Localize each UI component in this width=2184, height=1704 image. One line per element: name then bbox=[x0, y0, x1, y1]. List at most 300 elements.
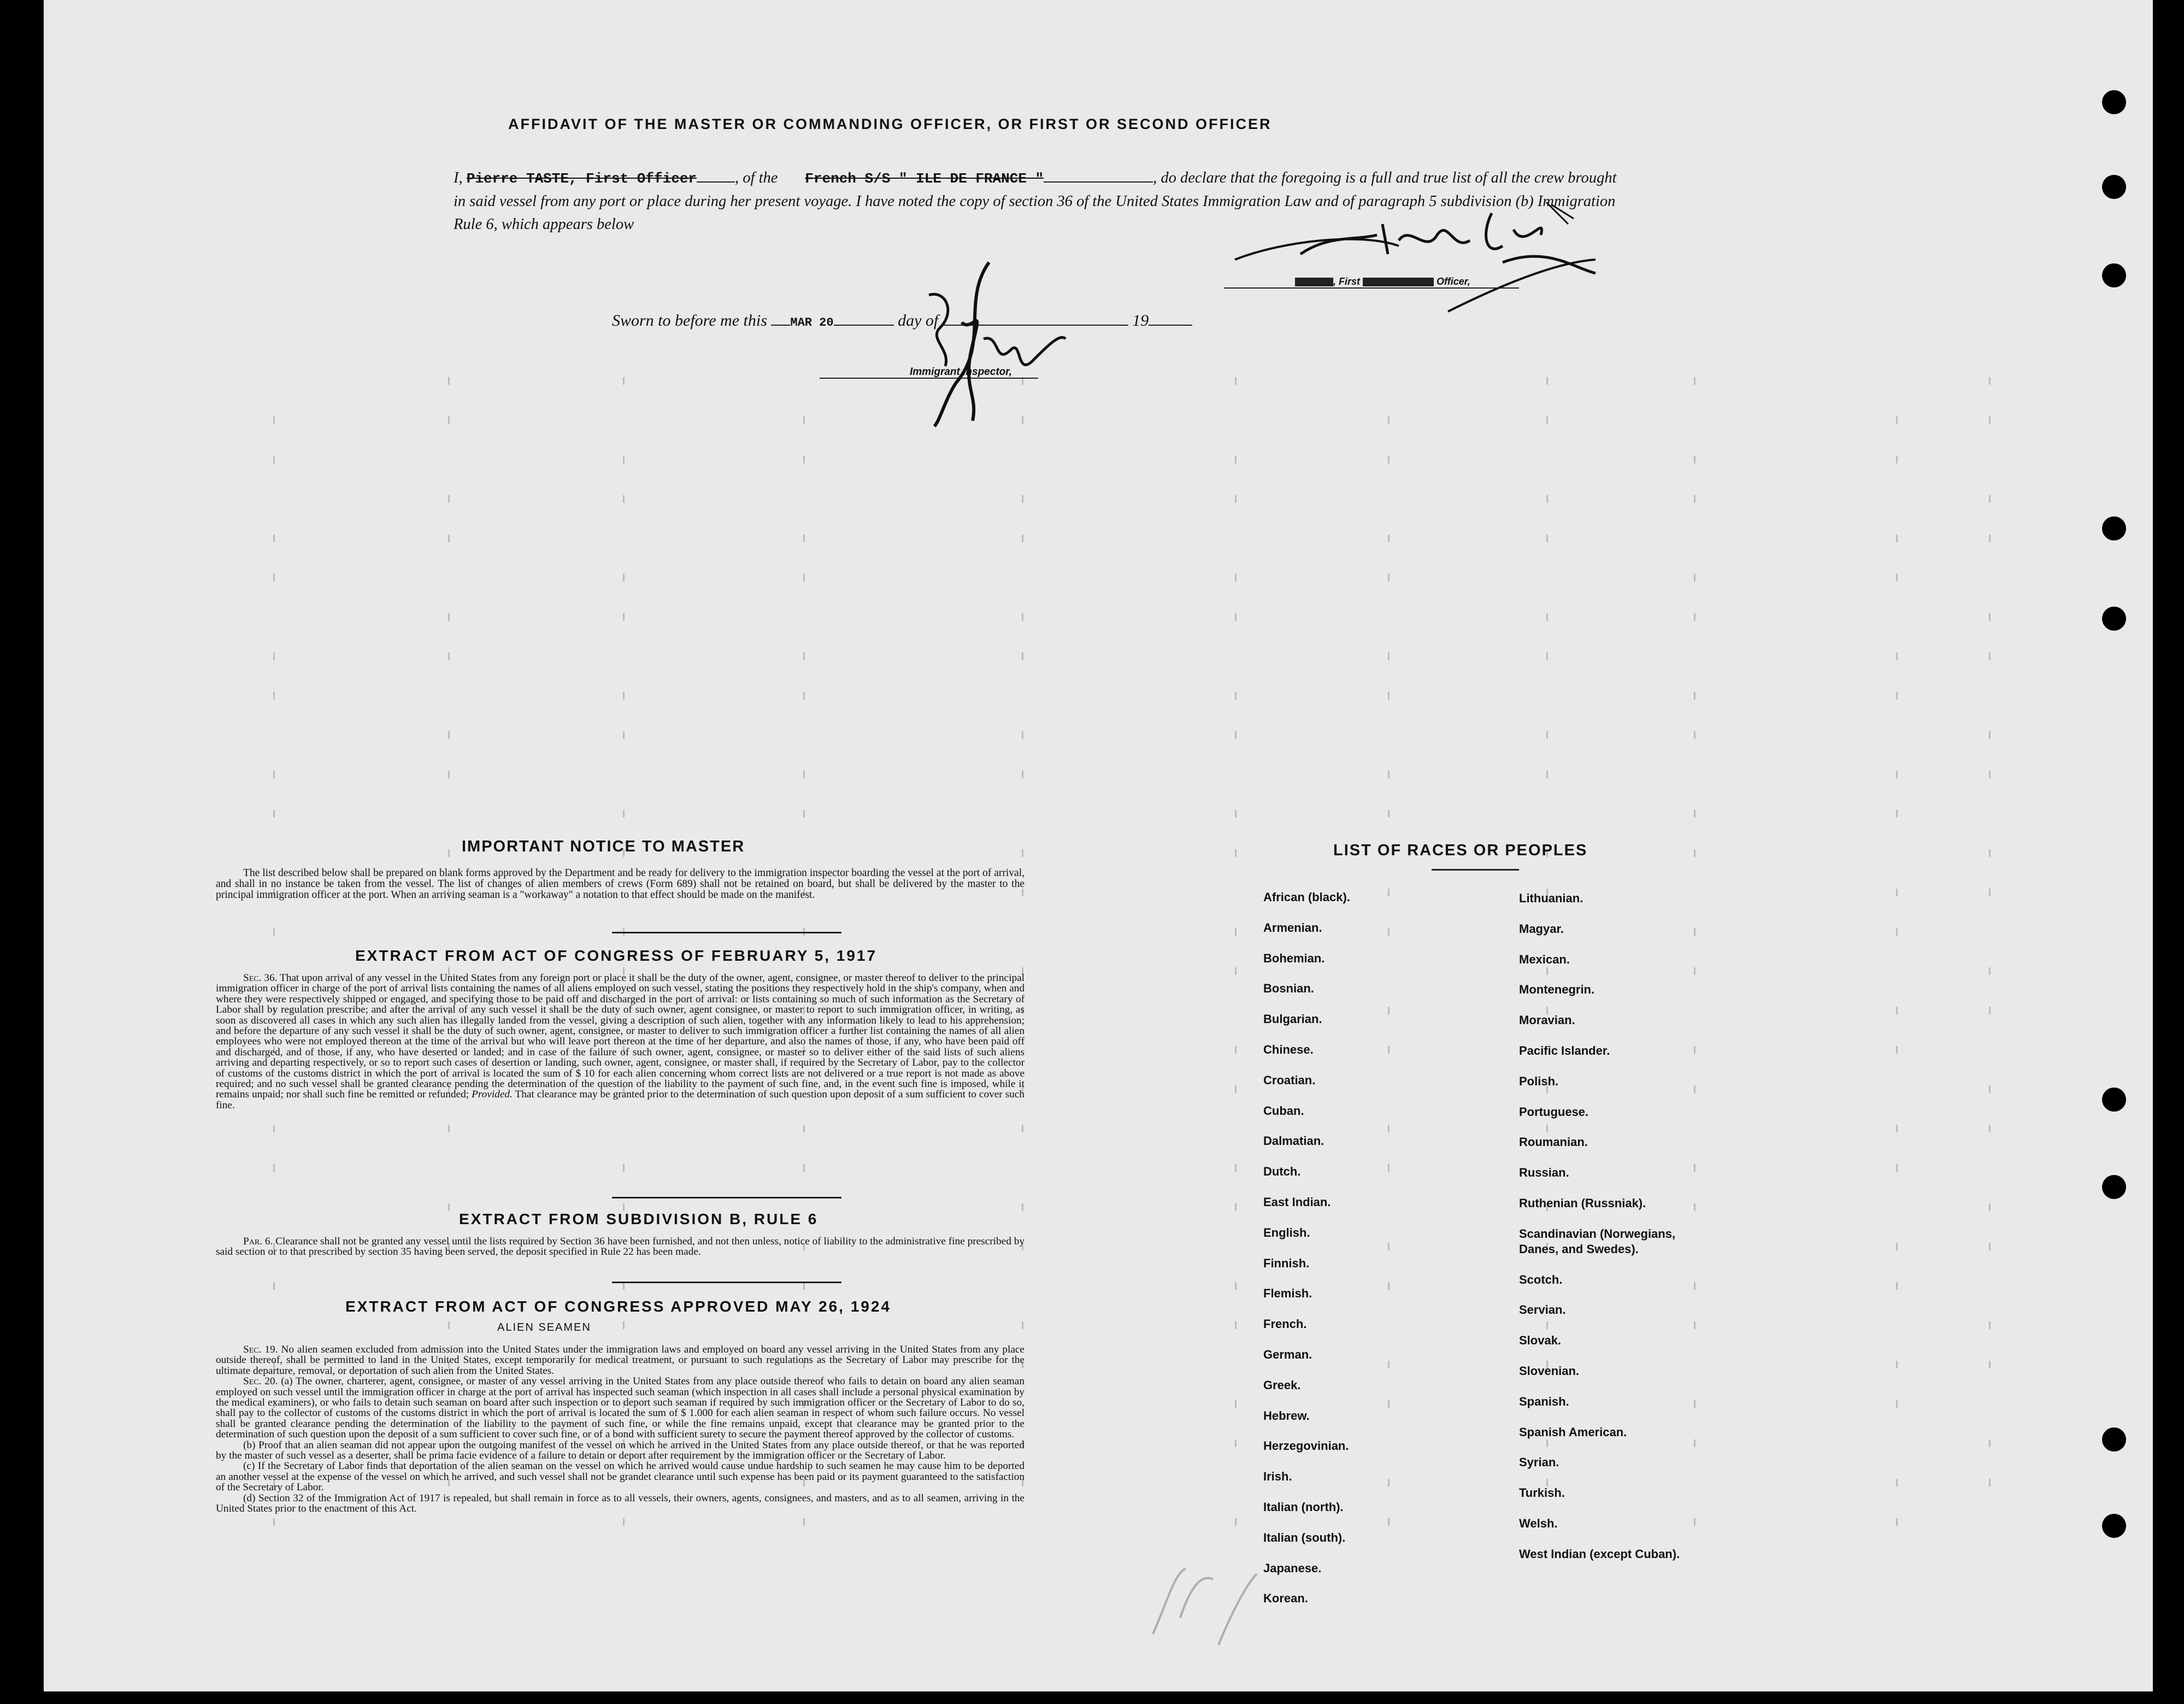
race-item: Korean. bbox=[1263, 1591, 1308, 1606]
bleed-tick bbox=[1896, 653, 1899, 660]
bleed-tick bbox=[623, 1400, 626, 1408]
bleed-tick bbox=[1388, 1282, 1391, 1290]
divider bbox=[1432, 869, 1519, 871]
bleed-tick bbox=[1694, 1518, 1697, 1526]
bleed-tick bbox=[273, 1007, 276, 1014]
bleed-tick bbox=[1896, 810, 1899, 818]
bleed-tick bbox=[1989, 1243, 1992, 1250]
bleed-tick bbox=[1546, 416, 1550, 424]
bleed-tick bbox=[1989, 889, 1992, 896]
sworn-date-stamp: MAR 20 bbox=[790, 316, 834, 330]
races-title: LIST OF RACES OR PEOPLES bbox=[1333, 842, 1588, 859]
bleed-tick bbox=[1546, 1203, 1550, 1211]
bleed-tick bbox=[1989, 1203, 1992, 1211]
bleed-tick bbox=[273, 1125, 276, 1132]
race-item: Italian (north). bbox=[1263, 1500, 1344, 1514]
bleed-tick bbox=[623, 1164, 626, 1172]
bleed-tick bbox=[1694, 495, 1697, 503]
bleed-tick bbox=[1694, 1046, 1697, 1054]
bleed-tick bbox=[1546, 653, 1550, 660]
bleed-tick bbox=[1694, 928, 1697, 936]
bleed-tick bbox=[1235, 574, 1238, 581]
bleed-tick bbox=[623, 1203, 626, 1211]
bleed-tick bbox=[803, 653, 807, 660]
bleed-tick bbox=[273, 1046, 276, 1054]
bleed-tick bbox=[803, 1479, 807, 1486]
bleed-tick bbox=[1896, 416, 1899, 424]
bleed-tick bbox=[1022, 416, 1025, 424]
race-item: West Indian (except Cuban). bbox=[1519, 1547, 1680, 1561]
bleed-tick bbox=[1235, 967, 1238, 975]
bleed-tick bbox=[1896, 1479, 1899, 1486]
race-item: Spanish. bbox=[1519, 1394, 1569, 1408]
bleed-tick bbox=[1388, 653, 1391, 660]
bleed-tick bbox=[1546, 889, 1550, 896]
bleed-tick bbox=[1022, 1203, 1025, 1211]
race-item: English. bbox=[1263, 1225, 1310, 1239]
bleed-tick bbox=[273, 456, 276, 463]
bleed-tick bbox=[1022, 967, 1025, 975]
bleed-tick bbox=[1388, 1007, 1391, 1014]
bleed-tick bbox=[273, 928, 276, 936]
bleed-tick bbox=[273, 1361, 276, 1368]
bleed-tick bbox=[1989, 534, 1992, 542]
bleed-tick bbox=[1235, 810, 1238, 818]
divider bbox=[612, 932, 841, 933]
bleed-tick bbox=[623, 377, 626, 385]
bleed-tick bbox=[1989, 1321, 1992, 1329]
bleed-tick bbox=[1388, 1400, 1391, 1408]
do-declare-label: , do declare bbox=[1153, 169, 1227, 186]
race-item: Finnish. bbox=[1263, 1256, 1310, 1270]
bleed-tick bbox=[1694, 967, 1697, 975]
bleed-tick bbox=[1694, 810, 1697, 818]
officer-name-typed: Pierre TASTE, First Officer bbox=[466, 171, 697, 187]
bleed-tick bbox=[1235, 731, 1238, 739]
bleed-tick bbox=[1896, 1243, 1899, 1250]
officer-signature-icon bbox=[1218, 202, 1612, 328]
divider bbox=[612, 1282, 841, 1283]
bleed-tick bbox=[1896, 1046, 1899, 1054]
bleed-tick bbox=[1022, 771, 1025, 778]
bleed-tick bbox=[448, 731, 451, 739]
bleed-tick bbox=[623, 849, 626, 857]
bleed-tick bbox=[273, 1479, 276, 1486]
race-item: Slovak. bbox=[1519, 1333, 1562, 1348]
bleed-tick bbox=[623, 810, 626, 818]
bleed-tick bbox=[1694, 731, 1697, 739]
race-item: Pacific Islander. bbox=[1519, 1044, 1610, 1057]
bleed-tick bbox=[803, 574, 807, 581]
race-item: Armenian. bbox=[1263, 920, 1322, 935]
bleed-tick bbox=[273, 1400, 276, 1408]
bleed-tick bbox=[1546, 495, 1550, 503]
pencil-mark-icon bbox=[1137, 1552, 1279, 1661]
sworn-line: Sworn to before me this MAR 20 day of 19 bbox=[612, 312, 1192, 330]
bleed-tick bbox=[623, 1321, 626, 1329]
bleed-tick bbox=[273, 889, 276, 896]
bleed-tick bbox=[448, 416, 451, 424]
bleed-tick bbox=[448, 377, 451, 385]
bleed-tick bbox=[803, 1361, 807, 1368]
bleed-tick bbox=[1694, 1164, 1697, 1172]
bleed-tick bbox=[1896, 928, 1899, 936]
bleed-tick bbox=[1546, 377, 1550, 385]
extract-1924-body: Sec. 19. No alien seamen excluded from admission into the United States under the immigration laws and employed on board any vessel arriving in the United States from any place outside thereof, shall be permitted to land in the United States, except temporarily for medical treatment, or pursuant to such regulations as the Secretary of Labor may prescribe for the ultimate departure, removal, or deportation of such alien from the United States. Sec. 20. (a) The owner, charterer, agent, consignee, or master of any vessel arriving in the United States from any place outside thereof who fails to detain on board any alien seaman employed on such vessel until the immigration officer in charge at the port of arrival has inspected such seaman (which inspection in all cases shall include a personal physical examination by the medical examiners), or who fails to detain such seaman on board after such inspection or to deport such seaman if required by such immigration officer or the Secretary of Labor to do so, shall pay to the collector of customs of the customs district in which the port of arrival is located the sum of $ 1.000 for each alien seaman in respect of whom such failure occurs. No vessel shall be granted clearance pending the determination of the liability to the payment of such fine, or while the fine remains unpaid, except that clearance may be granted prior to the determination of such question upon the deposit of a sum sufficient to cover such fine, or of a bond with sufficient surety to secure the payment thereof approved by the collector of customs. (b) Proof that an alien seaman did not appear upon the outgoing manifest of the vessel on which he arrived in the United States from any place outside thereof, or that he was reported by the master of such vessel as a deserter, shall be prima facie evidence of a failure to detain or deport after requirement by the immigration officer or the Secretary of Labor. (c) If the Secretary of Labor finds that deportation of the alien seaman on the vessel on which he arrived would cause undue hardship to such seamen he may cause him to be deported an another vessel at the expense of the vessel on which he arrived, and such vessel shall not be grandet clearance until such expense has been paid or its payment guaranteed to the satisfaction of the Secretary of Labor. (d) Section 32 of the Immigration Act of 1917 is repealed, but shall remain in force as to all vessels, their owners, agents, consignees, and masters, and as to all seamen, arriving in the United States prior to the enactment of this Act. bbox=[216, 1344, 1025, 1515]
bleed-tick bbox=[448, 889, 451, 896]
bleed-tick bbox=[448, 1085, 451, 1093]
punch-hole-icon bbox=[2102, 516, 2126, 540]
bleed-tick bbox=[1388, 534, 1391, 542]
bleed-tick bbox=[1546, 1361, 1550, 1368]
bleed-tick bbox=[448, 1361, 451, 1368]
race-item: Japanese. bbox=[1263, 1561, 1322, 1575]
bleed-tick bbox=[1235, 1164, 1238, 1172]
bleed-tick bbox=[1388, 1164, 1391, 1172]
race-item: Irish. bbox=[1263, 1470, 1292, 1484]
bleed-tick bbox=[273, 771, 276, 778]
race-item: Bosnian. bbox=[1263, 982, 1314, 996]
race-item: Scandinavian (Norwegians, Danes, and Swedes). bbox=[1519, 1226, 1676, 1256]
race-item: German. bbox=[1263, 1348, 1312, 1361]
race-item: Servian. bbox=[1519, 1303, 1566, 1317]
bleed-tick bbox=[803, 416, 807, 424]
bleed-tick bbox=[1022, 1321, 1025, 1329]
bleed-tick bbox=[1989, 1007, 1992, 1014]
bleed-tick bbox=[1388, 771, 1391, 778]
bleed-tick bbox=[273, 653, 276, 660]
bleed-tick bbox=[1235, 1321, 1238, 1329]
bleed-tick bbox=[448, 1203, 451, 1211]
bleed-tick bbox=[1694, 613, 1697, 621]
bleed-tick bbox=[623, 613, 626, 621]
bleed-tick bbox=[273, 1518, 276, 1526]
bleed-tick bbox=[1022, 731, 1025, 739]
notice-body: The list described below shall be prepared on blank forms approved by the Department and be ready for delivery to the immigration inspector boarding the vessel at the port of arrival, and shall in no instance be taken from the vessel. The list of changes of alien members of crews (Form 689) shall not be retained on board, but shall be delivered by the master to the principal immigration officer at the port. When an arriving seaman is a "workaway" a notation to that effect should be made on the manifest. bbox=[216, 867, 1025, 901]
bleed-tick bbox=[1694, 456, 1697, 463]
bleed-tick bbox=[273, 692, 276, 700]
bleed-tick bbox=[1989, 731, 1992, 739]
bleed-tick bbox=[803, 1400, 807, 1408]
bleed-tick bbox=[1235, 377, 1238, 385]
bleed-tick bbox=[803, 1518, 807, 1526]
bleed-tick bbox=[803, 928, 807, 936]
bleed-tick bbox=[1989, 1085, 1992, 1093]
bleed-tick bbox=[1235, 1400, 1238, 1408]
bleed-tick bbox=[1546, 771, 1550, 778]
race-item: Syrian. bbox=[1519, 1455, 1559, 1470]
race-item: Herzegovinian. bbox=[1263, 1439, 1349, 1453]
race-item: Roumanian. bbox=[1519, 1135, 1588, 1149]
vessel-name-typed: French S/S " ILE DE FRANCE " bbox=[805, 171, 1044, 187]
bleed-tick bbox=[1694, 377, 1697, 385]
bleed-tick bbox=[1022, 889, 1025, 896]
race-item: Welsh. bbox=[1519, 1517, 1558, 1530]
inspector-label: Immigrant Inspector, bbox=[910, 366, 1012, 378]
race-item: Scotch. bbox=[1519, 1272, 1563, 1286]
bleed-tick bbox=[623, 456, 626, 463]
bleed-tick bbox=[1022, 495, 1025, 503]
bleed-tick bbox=[1896, 1518, 1899, 1526]
bleed-tick bbox=[1896, 771, 1899, 778]
bleed-tick bbox=[1388, 889, 1391, 896]
extract-1924-title: EXTRACT FROM ACT OF CONGRESS APPROVED MAY 26, 1924 bbox=[345, 1298, 891, 1315]
bleed-tick bbox=[1896, 574, 1899, 581]
bleed-tick bbox=[623, 1439, 626, 1447]
bleed-tick bbox=[623, 1282, 626, 1290]
bleed-tick bbox=[1896, 1125, 1899, 1132]
bleed-tick bbox=[1022, 1479, 1025, 1486]
first-officer-label: , First Officer, bbox=[1295, 276, 1470, 287]
bleed-tick bbox=[1235, 928, 1238, 936]
bleed-tick bbox=[448, 653, 451, 660]
bleed-tick bbox=[1388, 1479, 1391, 1486]
bleed-tick bbox=[1989, 1125, 1992, 1132]
bleed-tick bbox=[1388, 574, 1391, 581]
bleed-tick bbox=[1235, 849, 1238, 857]
bleed-tick bbox=[1896, 889, 1899, 896]
race-item: Hebrew. bbox=[1263, 1408, 1310, 1423]
punch-hole-icon bbox=[2102, 175, 2126, 199]
race-item: French. bbox=[1263, 1317, 1307, 1331]
race-item: Moravian. bbox=[1519, 1013, 1575, 1027]
race-item: Bulgarian. bbox=[1263, 1012, 1322, 1026]
bleed-tick bbox=[803, 456, 807, 463]
bleed-tick bbox=[1235, 1518, 1238, 1526]
bleed-tick bbox=[448, 1007, 451, 1014]
race-item: Chinese. bbox=[1263, 1043, 1314, 1056]
extract-1917-title: EXTRACT FROM ACT OF CONGRESS OF FEBRUARY 5, 1917 bbox=[355, 947, 878, 964]
bleed-tick bbox=[1546, 849, 1550, 857]
bleed-tick bbox=[1022, 653, 1025, 660]
bleed-tick bbox=[1896, 1400, 1899, 1408]
bleed-tick bbox=[1989, 416, 1992, 424]
bleed-tick bbox=[1546, 1479, 1550, 1486]
bleed-tick bbox=[448, 495, 451, 503]
bleed-tick bbox=[1694, 1203, 1697, 1211]
bleed-tick bbox=[1022, 1439, 1025, 1447]
bleed-tick bbox=[1896, 1361, 1899, 1368]
bleed-tick bbox=[448, 1125, 451, 1132]
bleed-tick bbox=[1896, 1282, 1899, 1290]
bleed-tick bbox=[273, 534, 276, 542]
extract-1917-body: Sec. 36. That upon arrival of any vessel in the United States from any foreign port or place it shall be the duty of the owner, agent, consignee, or master thereof to deliver to the principal immigration officer in charge of the port of arrival lists containing the names of all aliens employed on such vessel, stating the positions they respectively hold in the ship's company, when and where they were respectively shipped or engaged, and specifying those to be paid off and discharged in the port of arrival: or lists containing so much of such information as the Secretary of Labor shall by regulation prescribe; and after the arrival of any such vessel it shall be the duty of such owner, agent consignee, or master to report to such immigration officer, in writing, as soon as discovered all cases in which any such alien has illegally landed from the vessel, giving a description of such alien, together with any information likely to lead to his apprehension; and before the departure of any such vessel it shall be the duty of such owner, agent, consignee, or master to deliver to such immigration officer a further list containing the names of all alien employees who were not employed thereon at the time of the arrival but who will leave port thereon at the time of her departure, and also the names of those, if any, who have been paid off and discharged, and of those, if any, who have deserted or landed; and in case of the failure of such owner, agent, consignee, or master so to deliver either of the said lists of such aliens arriving and departing respectively, or so to report such cases of desertion or landing, such owner, agent, consignee, or master shall, if required by the Secretary of Labor, pay to the collector of customs of the customs district in which the port of arrival is located the sum of $ 10 for each alien concerning whom correct lists are not delivered or a true report is not made as above required; and no such vessel shall be granted clearance pending the determination of the question of the liability to the payment of such fine, and, in the event such fine is imposed, while it remains unpaid; nor shall such fine be remitted or refunded; Provided. That clearance may be granted prior to the determination of such question upon deposit of a sum sufficient to cover such fine. bbox=[216, 972, 1025, 1111]
race-item: Italian (south). bbox=[1263, 1530, 1346, 1544]
bleed-tick bbox=[623, 1518, 626, 1526]
notice-title: IMPORTANT NOTICE TO MASTER bbox=[462, 838, 745, 855]
bleed-tick bbox=[1022, 849, 1025, 857]
punch-hole-icon bbox=[2102, 1514, 2126, 1538]
bleed-tick bbox=[1388, 456, 1391, 463]
bleed-tick bbox=[1388, 416, 1391, 424]
bleed-tick bbox=[1022, 1243, 1025, 1250]
bleed-tick bbox=[1022, 377, 1025, 385]
race-item: Ruthenian (Russniak). bbox=[1519, 1196, 1646, 1210]
bleed-tick bbox=[803, 1125, 807, 1132]
bleed-tick bbox=[803, 771, 807, 778]
bleed-tick bbox=[448, 613, 451, 621]
race-item: Portuguese. bbox=[1519, 1104, 1589, 1119]
bleed-tick bbox=[1546, 1007, 1550, 1014]
race-item: Bohemian. bbox=[1263, 951, 1325, 965]
bleed-tick bbox=[1896, 456, 1899, 463]
bleed-tick bbox=[273, 574, 276, 581]
bleed-tick bbox=[623, 574, 626, 581]
bleed-tick bbox=[803, 534, 807, 542]
bleed-tick bbox=[1896, 1007, 1899, 1014]
race-item: Magyar. bbox=[1519, 921, 1564, 936]
bleed-tick bbox=[1546, 731, 1550, 739]
extract-rule6-body: Par. 6. Clearance shall not be granted any vessel until the lists required by Section 36 have been furnished, and not then unless, notice of liability to the administrative fine prescribed by said section or to that prescribed by section 35 having been served, the deposit specified in Rule 22 has been made. bbox=[216, 1236, 1025, 1258]
bleed-tick bbox=[1388, 1361, 1391, 1368]
bleed-tick bbox=[1388, 1046, 1391, 1054]
bleed-tick bbox=[803, 810, 807, 818]
bleed-tick bbox=[1694, 1085, 1697, 1093]
bleed-tick bbox=[623, 1046, 626, 1054]
punch-hole-icon bbox=[2102, 1175, 2126, 1199]
bleed-tick bbox=[1694, 1400, 1697, 1408]
race-item: Flemish. bbox=[1263, 1286, 1312, 1301]
divider bbox=[612, 1197, 841, 1198]
affidavit-body: that the foregoing is a full and true list of all the crew brought in said vessel from any port or place during her present voyage. I have noted the copy of section 36 of the United States Immigration Law and of paragraph 5 subdivision (b) Immigration Rule 6, which appears below bbox=[454, 169, 1617, 233]
race-item: Turkish. bbox=[1519, 1486, 1565, 1500]
bleed-tick bbox=[1896, 1164, 1899, 1172]
bleed-tick bbox=[1022, 613, 1025, 621]
bleed-tick bbox=[273, 1164, 276, 1172]
punch-hole-icon bbox=[2102, 607, 2126, 631]
punch-hole-icon bbox=[2102, 1427, 2126, 1452]
punch-hole-icon bbox=[2102, 90, 2126, 114]
bleed-tick bbox=[1989, 1439, 1992, 1447]
of-the-label: , of the bbox=[735, 169, 778, 186]
bleed-tick bbox=[1694, 1282, 1697, 1290]
bleed-tick bbox=[1235, 495, 1238, 503]
manifest-page bbox=[44, 0, 2153, 1691]
race-item: Dalmatian. bbox=[1263, 1134, 1324, 1148]
bleed-tick bbox=[1989, 1479, 1992, 1486]
bleed-tick bbox=[803, 1164, 807, 1172]
bleed-tick bbox=[273, 416, 276, 424]
bleed-tick bbox=[1989, 771, 1992, 778]
bleed-tick bbox=[1546, 1321, 1550, 1329]
bleed-tick bbox=[1388, 810, 1391, 818]
bleed-tick bbox=[273, 1243, 276, 1250]
bleed-tick bbox=[803, 1046, 807, 1054]
bleed-tick bbox=[1694, 1439, 1697, 1447]
bleed-tick bbox=[448, 849, 451, 857]
race-item: Lithuanian. bbox=[1519, 891, 1583, 905]
bleed-tick bbox=[1546, 1125, 1550, 1132]
bleed-tick bbox=[1388, 1518, 1391, 1526]
bleed-tick bbox=[1235, 1282, 1238, 1290]
bleed-tick bbox=[1546, 613, 1550, 621]
punch-hole-icon bbox=[2102, 1088, 2126, 1112]
bleed-tick bbox=[448, 967, 451, 975]
bleed-tick bbox=[273, 810, 276, 818]
bleed-tick bbox=[1989, 967, 1992, 975]
bleed-tick bbox=[623, 731, 626, 739]
race-item: Russian. bbox=[1519, 1166, 1569, 1180]
bleed-tick bbox=[1989, 613, 1992, 621]
inspector-signature-icon bbox=[896, 257, 1082, 432]
bleed-tick bbox=[1022, 1085, 1025, 1093]
bleed-tick bbox=[1235, 1203, 1238, 1211]
race-item: African (black). bbox=[1263, 890, 1350, 904]
bleed-tick bbox=[1022, 1361, 1025, 1368]
bleed-tick bbox=[1546, 1085, 1550, 1093]
bleed-tick bbox=[1235, 1439, 1238, 1447]
bleed-tick bbox=[623, 692, 626, 700]
bleed-tick bbox=[448, 1243, 451, 1250]
bleed-tick bbox=[1989, 849, 1992, 857]
bleed-tick bbox=[803, 692, 807, 700]
race-item: Spanish American. bbox=[1519, 1425, 1627, 1439]
bleed-tick bbox=[623, 928, 626, 936]
race-item: Polish. bbox=[1519, 1074, 1559, 1088]
bleed-tick bbox=[1694, 574, 1697, 581]
bleed-tick bbox=[1022, 1125, 1025, 1132]
bleed-tick bbox=[1022, 534, 1025, 542]
bleed-tick bbox=[1235, 613, 1238, 621]
bleed-tick bbox=[803, 1243, 807, 1250]
race-item: Croatian. bbox=[1263, 1073, 1316, 1087]
race-item: East Indian. bbox=[1263, 1195, 1331, 1209]
bleed-tick bbox=[1388, 692, 1391, 700]
race-item: Dutch. bbox=[1263, 1165, 1301, 1179]
bleed-tick bbox=[1896, 534, 1899, 542]
extract-rule6-title: EXTRACT FROM SUBDIVISION B, RULE 6 bbox=[459, 1211, 819, 1227]
bleed-tick bbox=[1694, 1321, 1697, 1329]
bleed-tick bbox=[803, 889, 807, 896]
punch-hole-icon bbox=[2102, 263, 2126, 287]
bleed-tick bbox=[1694, 692, 1697, 700]
bleed-tick bbox=[448, 771, 451, 778]
bleed-tick bbox=[1388, 1125, 1391, 1132]
bleed-tick bbox=[623, 967, 626, 975]
bleed-tick bbox=[1546, 1439, 1550, 1447]
bleed-tick bbox=[1694, 849, 1697, 857]
bleed-tick bbox=[1989, 653, 1992, 660]
affidavit-title: AFFIDAVIT OF THE MASTER OR COMMANDING OFFICER, OR FIRST OR SECOND OFFICER bbox=[508, 116, 1272, 132]
race-item: Slovenian. bbox=[1519, 1364, 1580, 1378]
bleed-tick bbox=[448, 1321, 451, 1329]
bleed-tick bbox=[1235, 456, 1238, 463]
bleed-tick bbox=[623, 495, 626, 503]
bleed-tick bbox=[1388, 1243, 1391, 1250]
bleed-tick bbox=[1989, 495, 1992, 503]
bleed-tick bbox=[1235, 1046, 1238, 1054]
race-item: Cuban. bbox=[1263, 1103, 1304, 1118]
bleed-tick bbox=[448, 534, 451, 542]
bleed-tick bbox=[803, 1282, 807, 1290]
bleed-tick bbox=[273, 1282, 276, 1290]
bleed-tick bbox=[1388, 928, 1391, 936]
bleed-tick bbox=[1546, 534, 1550, 542]
bleed-tick bbox=[1235, 1085, 1238, 1093]
bleed-tick bbox=[623, 1085, 626, 1093]
alien-seamen-subtitle: ALIEN SEAMEN bbox=[497, 1321, 591, 1333]
race-item: Greek. bbox=[1263, 1378, 1301, 1392]
bleed-tick bbox=[1896, 692, 1899, 700]
bleed-tick bbox=[1546, 1243, 1550, 1250]
bleed-tick bbox=[1989, 1361, 1992, 1368]
affidavit-i: I, bbox=[454, 169, 463, 186]
bleed-tick bbox=[1022, 1007, 1025, 1014]
bleed-tick bbox=[448, 1479, 451, 1486]
bleed-tick bbox=[1989, 377, 1992, 385]
signature-line bbox=[1224, 287, 1519, 289]
bleed-tick bbox=[448, 1439, 451, 1447]
